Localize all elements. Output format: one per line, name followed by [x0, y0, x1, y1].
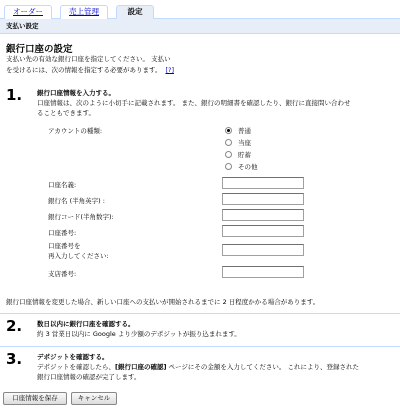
account-number-confirm-label-line-1: 口座番号を [48, 242, 81, 250]
step-1-desc-line-1: 口座情報は、次のように小切手に記載されます。 また、銀行の明細書を確認したり、銀行に直接問い合わせ [37, 99, 351, 107]
divider-step-3 [0, 346, 400, 347]
radio-checking-indicator[interactable] [225, 139, 232, 146]
account-type-label: アカウントの種類: [48, 127, 103, 135]
step-1-heading: 銀行口座情報を入力する。 [37, 89, 115, 97]
tab-settings[interactable]: 設定 [116, 5, 154, 20]
step-3-desc-line-2: 銀行口座情報の確認が完了します。 [37, 373, 141, 381]
bank-code-label: 銀行コード(半角数字): [48, 213, 114, 221]
change-notice: 銀行口座情報を変更した場合、新しい口座への支払いが開始されるまでに 2 日程度かかる場合があります。 [6, 298, 320, 306]
radio-other-indicator[interactable] [225, 163, 232, 170]
radio-savings-indicator[interactable] [225, 151, 232, 158]
bank-code-input[interactable] [222, 209, 304, 221]
divider-step-2 [0, 313, 400, 314]
step-3-number: 3. [6, 350, 23, 368]
help-link[interactable]: [?] [165, 66, 175, 74]
radio-other-label: その他 [238, 163, 258, 171]
step-2-heading: 数日以内に銀行口座を確認する。 [37, 320, 135, 328]
account-name-input[interactable] [222, 177, 304, 189]
step-2-block [37, 319, 397, 339]
radio-ordinary-indicator[interactable] [225, 127, 232, 134]
tab-sales-management[interactable]: 売上管理 [60, 5, 108, 19]
step-1-number: 1. [6, 86, 23, 104]
tab-bar [0, 0, 400, 19]
branch-number-label: 支店番号: [48, 270, 77, 278]
step-3-desc-bold: [銀行口座の確認] [115, 363, 167, 371]
step-3-desc-before: デポジットを確認したら、 [37, 363, 115, 371]
intro-line-2-text: を受けるには、次の情報を指定する必要があります。 [6, 66, 162, 74]
intro-text [6, 54, 256, 76]
account-number-confirm-label-line-2: 再入力してください: [48, 252, 109, 260]
intro-line-1: 支払い先の有効な銀行口座を指定してください。 支払い [6, 55, 171, 63]
step-1-block [37, 88, 397, 118]
account-number-input[interactable] [222, 225, 304, 237]
radio-savings-label: 貯蓄 [238, 151, 251, 159]
bank-name-label: 銀行名 (半角英字) : [48, 197, 105, 205]
branch-number-input[interactable] [222, 266, 304, 278]
save-account-button[interactable]: 口座情報を保存 [3, 392, 67, 405]
step-1-desc-line-2: ることもできます。 [37, 109, 95, 117]
tab-orders[interactable]: オーダー [4, 5, 52, 19]
radio-account-type-checking[interactable] [225, 137, 251, 148]
account-name-label: 口座名義: [48, 181, 77, 189]
step-3-desc-line-1 [37, 362, 397, 372]
step-3-desc-after: ページにその金額を入力してください。 これにより、登録された [166, 363, 359, 371]
radio-account-type-ordinary[interactable] [225, 125, 251, 136]
radio-checking-label: 当座 [238, 139, 251, 147]
subnav-payment-settings[interactable]: 支払い設定 [0, 19, 400, 34]
radio-account-type-savings[interactable] [225, 149, 251, 160]
account-number-confirm-input[interactable] [222, 244, 304, 256]
account-number-label: 口座番号: [48, 229, 77, 237]
page-title: 銀行口座の設定 [6, 44, 73, 55]
step-2-number: 2. [6, 317, 23, 335]
bank-name-input[interactable] [222, 193, 304, 205]
cancel-button[interactable]: キャンセル [71, 392, 117, 405]
radio-ordinary-label: 普通 [238, 127, 251, 135]
radio-account-type-other[interactable] [225, 161, 258, 172]
step-3-heading: デポジットを確認する。 [37, 353, 109, 361]
step-2-desc: 約 3 営業日以内に Google より少額のデポジットが振り込まれます。 [37, 330, 241, 338]
step-3-block [37, 352, 397, 382]
intro-line-2 [6, 65, 256, 76]
